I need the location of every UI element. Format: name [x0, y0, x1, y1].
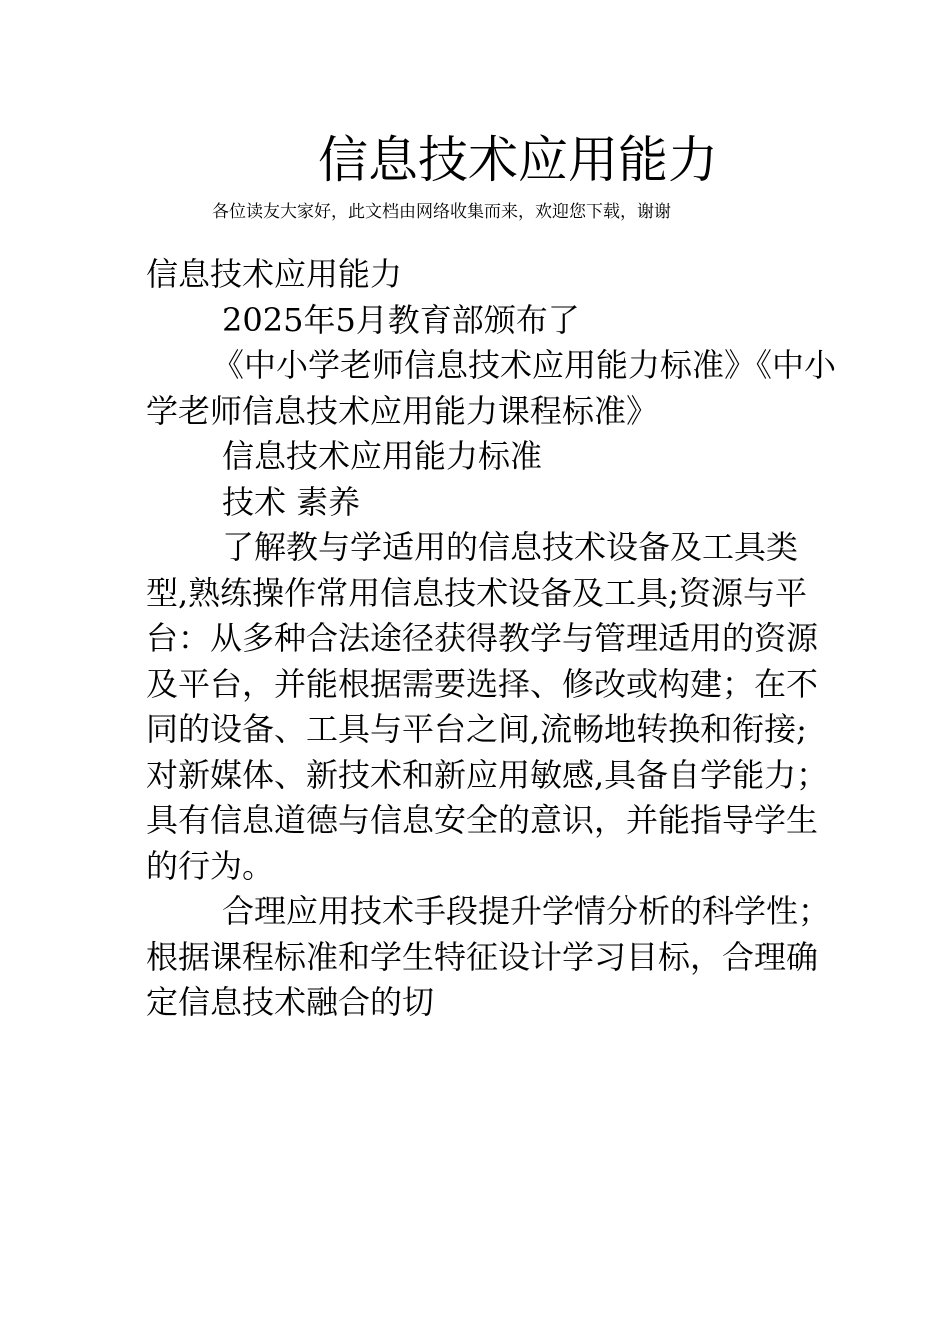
paragraph-publication: 2025年5月教育部颁布了 [222, 300, 580, 339]
paragraph-standard-title: 信息技术应用能力标准 [222, 437, 543, 475]
paragraph-analysis: 合理应用技术手段提升学情分析的科学性；根据课程标准和学生特征设计学习目标，合理确定信息技术融合的切 [146, 892, 831, 1021]
document-body [146, 252, 836, 1026]
paragraph-literacy: 技术 素养 [222, 482, 361, 521]
section-heading: 信息技术应用能力 [146, 255, 403, 293]
paragraph-tools: 了解教与学适用的信息技术设备及工具类型,熟练操作常用信息技术设备及工具;资源与平台：从多种合法途径获得教学与管理适用的资源及平台，并能根据需要选择、修改或构建；在不同的设备、工具与平台之间,流畅地转换和衔接;对新媒体、新技术和新应用敏感,具备自学能力；具有信息道德与信息安全的意识，并能指导学生的行为。 [146, 528, 829, 885]
intro-note: 各位读友大家好，此文档由网络收集而来，欢迎您下载，谢谢 [212, 202, 671, 222]
paragraph-standards: 《中小学老师信息技术应用能力标准》《中小学老师信息技术应用能力课程标准》 [146, 346, 837, 430]
document-title: 信息技术应用能力 [318, 131, 718, 189]
